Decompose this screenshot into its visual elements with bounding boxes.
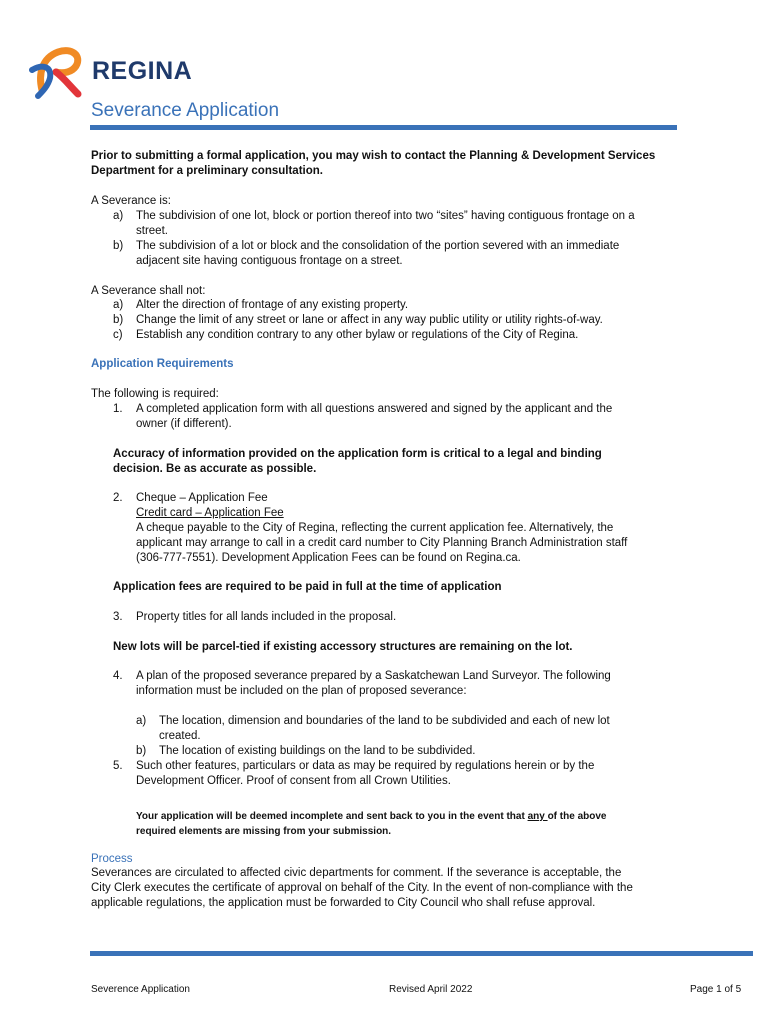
process-heading: Process — [91, 853, 133, 865]
list-item: The subdivision of one lot, block or portion thereof into two “sites” having contiguous frontage on a — [136, 210, 635, 222]
footer-page-number: Page 1 of 5 — [690, 984, 742, 995]
list-item: The location of existing buildings on the land to be subdivided. — [159, 745, 476, 757]
intro-text: Prior to submitting a formal application, you may wish to contact the Planning & Development Services Department for a preliminary consultation. — [91, 150, 656, 177]
page-title: Severance Application — [91, 100, 280, 121]
accuracy-note: Accuracy of information provided on the application form is critical to a legal and binding — [113, 448, 602, 460]
brand-name: REGINA — [92, 57, 193, 85]
requirements-lead: The following is required: — [91, 388, 219, 400]
incomplete-note-text: Your application will be deemed incomplete and sent back to you in the event that — [136, 811, 528, 822]
footer-divider — [90, 951, 753, 956]
list-marker: b) — [136, 745, 147, 757]
list-marker: c) — [113, 329, 123, 341]
list-marker: 2. — [113, 492, 123, 504]
list-item: information must be included on the plan of proposed severance: — [136, 685, 467, 697]
list-item: street. — [136, 225, 168, 237]
severance-is-heading: A Severance is: — [91, 195, 171, 207]
severance-shall-not-heading: A Severance shall not: — [91, 285, 206, 297]
list-item: Property titles for all lands included in the proposal. — [136, 611, 397, 623]
lots-note: New lots will be parcel-tied if existing accessory structures are remaining on the lot. — [113, 641, 573, 653]
list-item: Credit card – Application Fee — [136, 507, 284, 519]
list-item: The subdivision of a lot or block and the consolidation of the portion severed with an immediate — [136, 240, 620, 252]
list-item: adjacent site having contiguous frontage on a street. — [136, 255, 403, 267]
process-text: applicable regulations, the application must be forwarded to City Council who shall refuse approval. — [91, 897, 596, 909]
list-marker: b) — [113, 314, 124, 326]
list-marker: a) — [113, 299, 124, 311]
requirements-heading: Application Requirements — [91, 358, 234, 370]
incomplete-note-text: of the above — [547, 811, 607, 822]
list-item: owner (if different). — [136, 418, 232, 430]
incomplete-note — [136, 809, 606, 824]
list-marker: b) — [113, 240, 124, 252]
process-text: Severances are circulated to affected civic departments for comment. If the severance is acceptable, the — [91, 867, 622, 879]
header-divider — [90, 125, 677, 130]
list-marker: a) — [113, 210, 124, 222]
list-item: applicant may arrange to call in a credit card number to City Planning Branch Administration staff — [136, 537, 628, 549]
fees-note: Application fees are required to be paid in full at the time of application — [113, 581, 502, 593]
list-item: A cheque payable to the City of Regina, reflecting the current application fee. Alternatively, the — [136, 522, 614, 534]
list-item: Alter the direction of frontage of any existing property. — [136, 299, 409, 311]
list-marker: 3. — [113, 611, 123, 623]
list-item: Such other features, particulars or data as may be required by regulations herein or by the — [136, 760, 595, 772]
footer-revision-date: Revised April 2022 — [389, 984, 473, 995]
incomplete-note-any: any — [527, 811, 548, 822]
list-item: Change the limit of any street or lane or affect in any way public utility or utility rights-of-way. — [136, 314, 603, 326]
list-item: Development Officer. Proof of consent from all Crown Utilities. — [136, 775, 451, 787]
list-item: Establish any condition contrary to any other bylaw or regulations of the City of Regina. — [136, 329, 579, 341]
list-marker: 1. — [113, 403, 123, 415]
process-text: City Clerk executes the certificate of approval on behalf of the City. In the event of non-compliance with the — [91, 882, 633, 894]
accuracy-note: decision. Be as accurate as possible. — [113, 463, 317, 475]
incomplete-note: required elements are missing from your submission. — [136, 826, 392, 837]
list-item: created. — [159, 730, 201, 742]
list-item: The location, dimension and boundaries of the land to be subdivided and each of new lot — [159, 715, 610, 727]
footer-document-name: Severence Application — [91, 984, 190, 995]
list-item: A plan of the proposed severance prepared by a Saskatchewan Land Surveyor. The following — [136, 670, 611, 682]
list-item: (306-777-7551). Development Application Fees can be found on Regina.ca. — [136, 552, 521, 564]
list-item: Cheque – Application Fee — [136, 492, 268, 504]
list-marker: a) — [136, 715, 147, 727]
regina-logo-icon — [28, 44, 88, 100]
list-marker: 4. — [113, 670, 123, 682]
list-marker: 5. — [113, 760, 123, 772]
list-item: A completed application form with all questions answered and signed by the applicant and the — [136, 403, 613, 415]
